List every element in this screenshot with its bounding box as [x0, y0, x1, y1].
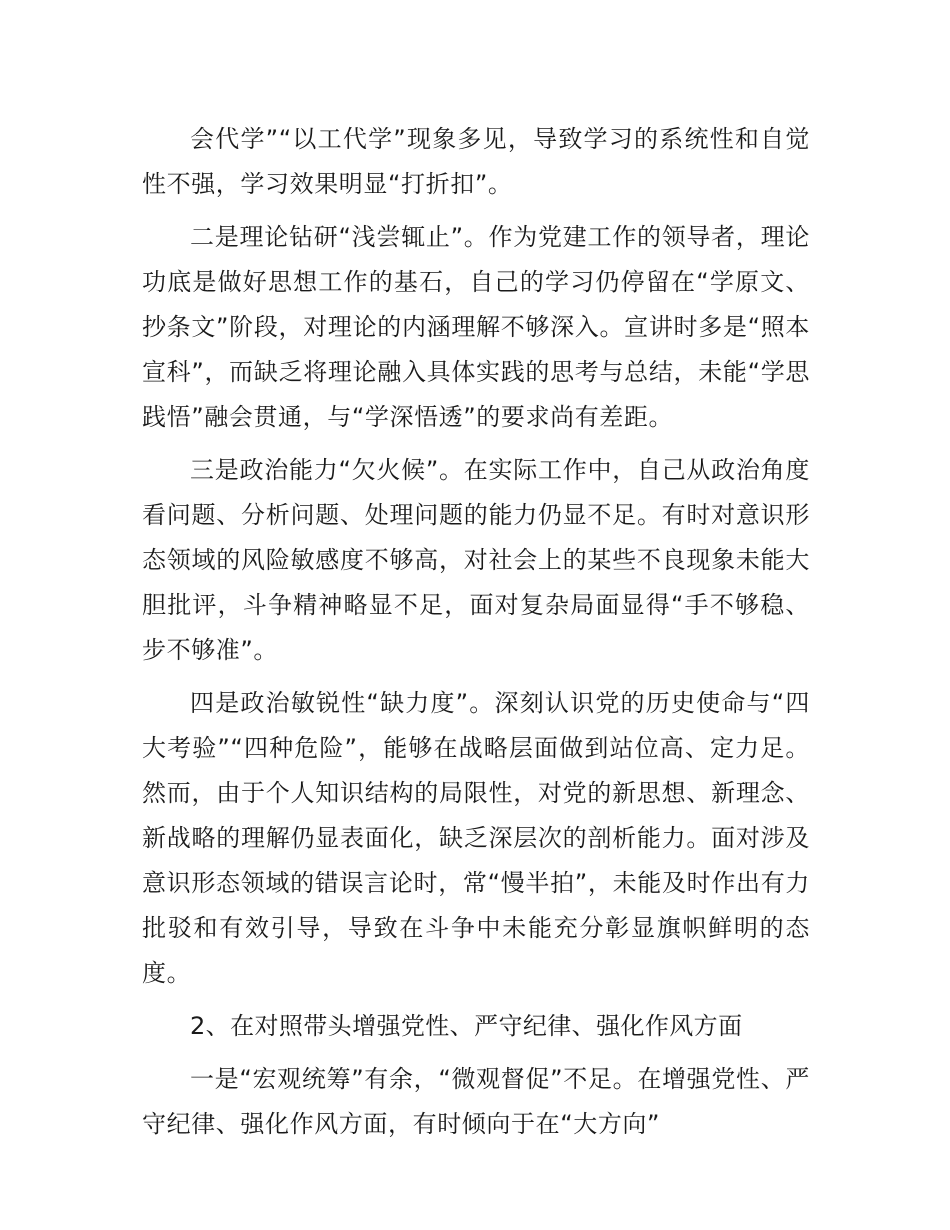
paragraph-theory-research: 二是理论钻研“浅尝辄止”。作为党建工作的领导者，理论功底是做好思想工作的基石，自己的学习仍停留在“学原文、抄条文”阶段，对理论的内涵理解不够深入。宣讲时多是“照本宣科”，而缺乏将理论融入具体实践的思考与总结，未能“学思践悟”融会贯通，与“学深悟透”的要求尚有差距。	[142, 223, 810, 431]
paragraph-macro-coordination: 一是“宏观统筹”有余，“微观督促”不足。在增强党性、严守纪律、强化作风方面，有时倾向于在“大方向”	[142, 1065, 810, 1138]
paragraph-political-ability: 三是政治能力“欠火候”。在实际工作中，自己从政治角度看问题、分析问题、处理问题的能力仍显不足。有时对意识形态领域的风险敏感度不够高，对社会上的某些不良现象未能大胆批评，斗争精神略显不足，面对复杂局面显得“手不够稳、步不够准”。	[142, 456, 810, 664]
document-body	[142, 117, 810, 1155]
paragraph-political-sensitivity: 四是政治敏锐性“缺力度”。深刻认识党的历史使命与“四大考验”“四种危险”，能够在战略层面做到站位高、定力足。然而，由于个人知识结构的局限性，对党的新思想、新理念、新战略的理解仍显表面化，缺乏深层次的剖析能力。面对涉及意识形态领域的错误言论时，常“慢半拍”，未能及时作出有力批驳和有效引导，导致在斗争中未能充分彰显旗帜鲜明的态度。	[142, 689, 810, 987]
paragraph-study-effect: 会代学”“以工代学”现象多见，导致学习的系统性和自觉性不强，学习效果明显“打折扣”。	[142, 125, 810, 198]
section-heading-party-discipline: 2、在对照带头增强党性、严守纪律、强化作风方面	[190, 1012, 743, 1040]
